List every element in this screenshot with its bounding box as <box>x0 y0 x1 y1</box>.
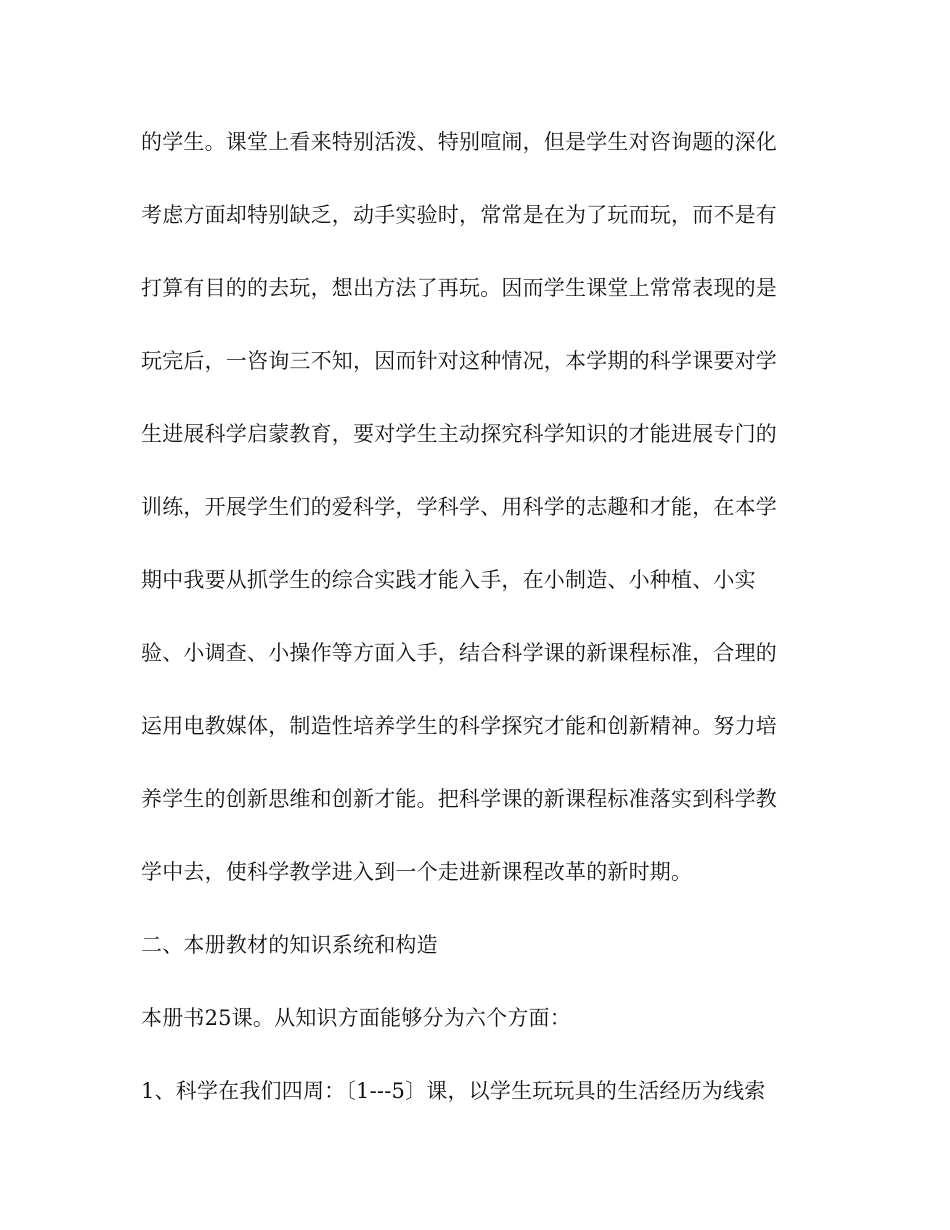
paragraph-line: 生进展科学启蒙教育，要对学生主动探究科学知识的才能进展专门的 <box>141 422 777 446</box>
paragraph-line: 打算有目的的去玩，想出方法了再玩。因而学生课堂上常常表现的是 <box>141 276 777 300</box>
section-heading: 二、本册教材的知识系统和构造 <box>141 933 438 957</box>
paragraph-line: 训练，开展学生们的爱科学，学科学、用科学的志趣和才能，在本学 <box>141 495 777 519</box>
paragraph-line: 验、小调查、小操作等方面入手，结合科学课的新课程标准，合理的 <box>141 641 777 665</box>
intro-line: 本册书25课。从知识方面能够分为六个方面： <box>141 1006 571 1030</box>
paragraph-line: 运用电教媒体，制造性培养学生的科学探究才能和创新精神。努力培 <box>141 714 777 738</box>
list-item: 1、科学在我们四周：〔1---5〕课，以学生玩玩具的生活经历为线索 <box>141 1079 766 1103</box>
paragraph-line: 考虑方面却特别缺乏，动手实验时，常常是在为了玩而玩，而不是有 <box>141 203 777 227</box>
paragraph-line: 养学生的创新思维和创新才能。把科学课的新课程标准落实到科学教 <box>141 787 777 811</box>
paragraph-line: 期中我要从抓学生的综合实践才能入手，在小制造、小种植、小实 <box>141 568 756 592</box>
paragraph-line: 玩完后，一咨询三不知，因而针对这种情况，本学期的科学课要对学 <box>141 349 777 373</box>
paragraph-line: 的学生。课堂上看来特别活泼、特别喧闹，但是学生对咨询题的深化 <box>141 130 777 154</box>
paragraph-line: 学中去，使科学教学进入到一个走进新课程改革的新时期。 <box>141 860 693 884</box>
